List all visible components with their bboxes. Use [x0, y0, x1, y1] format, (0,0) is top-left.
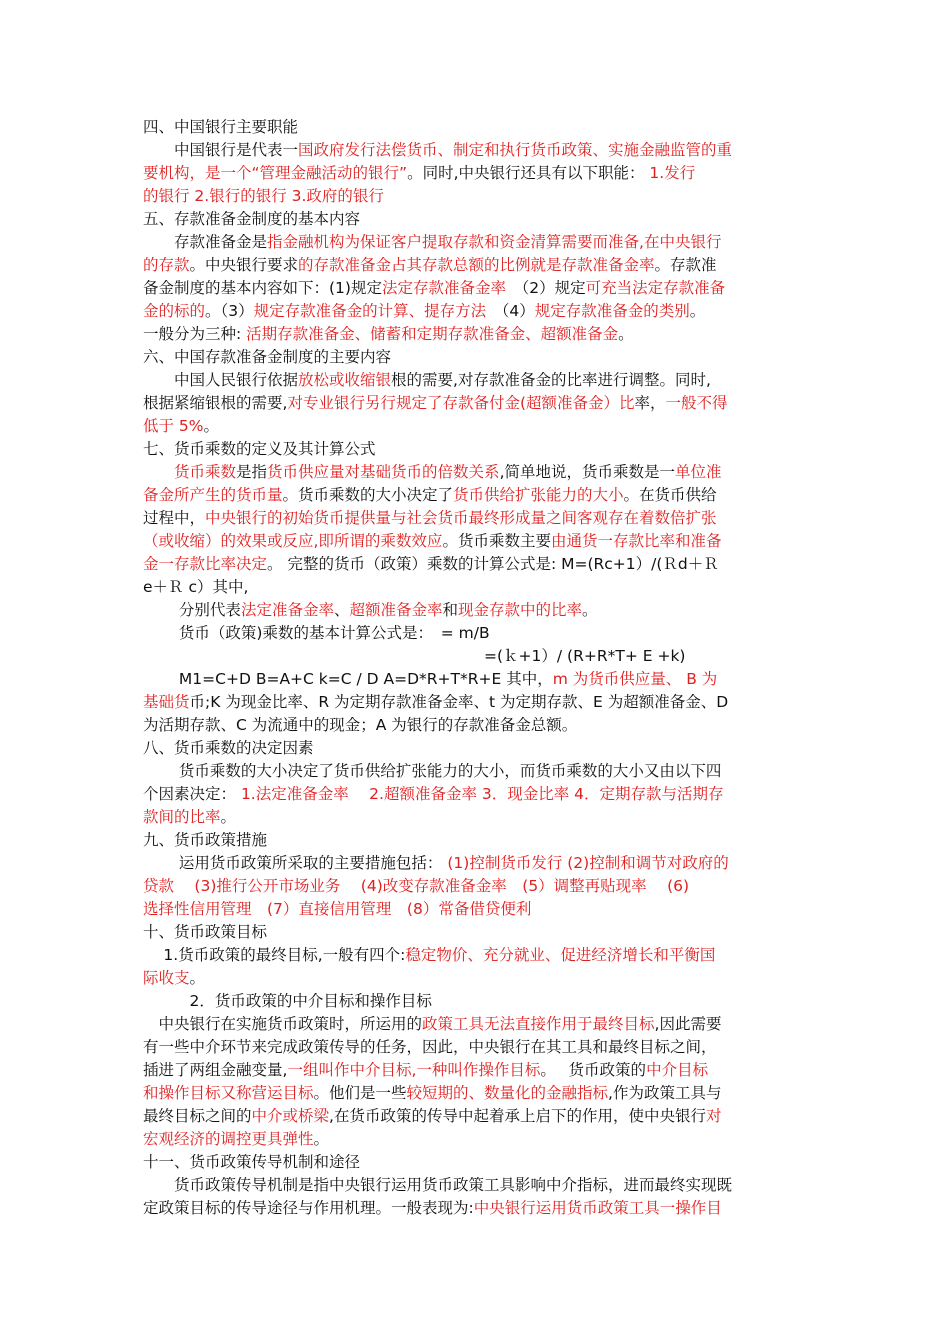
- text-line: [143, 1128, 813, 1151]
- body-text: 。: [313, 1130, 330, 1148]
- body-text: 。中央银行要求: [189, 256, 299, 274]
- body-text: 八、货币乘数的决定因素: [143, 739, 314, 757]
- text-line: [143, 622, 813, 645]
- body-text: 。他们是一些: [313, 1084, 407, 1102]
- emphasized-text: 和操作目标又称营运目标: [143, 1084, 314, 1102]
- text-line: [143, 783, 813, 806]
- body-text: 十、货币政策目标: [143, 923, 268, 941]
- text-line: [143, 944, 813, 967]
- text-line: [143, 369, 813, 392]
- body-text: 备金制度的基本内容如下：(1)规定: [143, 279, 382, 297]
- emphasized-text: 货币乘数: [174, 463, 237, 481]
- body-text: 六、中国存款准备金制度的主要内容: [143, 348, 392, 366]
- emphasized-text: 货币供给扩张能力的大小: [453, 486, 624, 504]
- body-text: 中国银行是代表一: [143, 141, 299, 159]
- text-line: [143, 760, 813, 783]
- emphasized-text: 低于 5%: [143, 417, 204, 435]
- body-text: 币;K 为现金比率、R 为定期存款准备金率、t 为定期存款、E 为超额准备金、D: [189, 693, 729, 711]
- text-line: [143, 484, 813, 507]
- body-text: 。: [203, 417, 220, 435]
- body-text: 、: [333, 601, 350, 619]
- emphasized-text: 金一存款比率决定: [143, 555, 268, 573]
- emphasized-text: 1.法定准备金率 2.超额准备金率 3．现金比率 4．定期存款与活期存: [236, 785, 724, 803]
- body-text: 四、中国银行主要职能: [143, 118, 299, 136]
- body-text: 一般分为三种:: [143, 325, 247, 343]
- body-text: 货币乘数的大小决定了货币供给扩张能力的大小，而货币乘数的大小又由以下四: [143, 762, 722, 780]
- body-text: ,在货币政策的传导中起着承上启下的作用，使中央银行: [329, 1107, 706, 1125]
- text-line: [143, 415, 813, 438]
- text-line: [143, 346, 813, 369]
- emphasized-text: 基础货: [143, 693, 190, 711]
- body-text: 货币（政策)乘数的基本计算公式是： = m/B: [143, 624, 490, 642]
- emphasized-text: 的存款: [143, 256, 190, 274]
- body-text: 分别代表: [143, 601, 241, 619]
- emphasized-text: 金的标的: [143, 302, 206, 320]
- body-text: 。同时,中央银行还具有以下职能：: [407, 164, 645, 182]
- body-text: 。: [220, 808, 237, 826]
- text-line: [143, 300, 813, 323]
- body-text: （2）规定: [505, 279, 586, 297]
- emphasized-text: 的银行 2.银行的银行 3.政府的银行: [143, 187, 384, 205]
- text-line: [143, 875, 813, 898]
- body-text: 。存款准: [654, 256, 717, 274]
- body-text: 根的需要,对存款准备金的比率进行调整。同时,: [391, 371, 711, 389]
- text-line: [143, 185, 813, 208]
- body-text: 个因素决定：: [143, 785, 237, 803]
- text-line: [143, 668, 813, 691]
- emphasized-text: 单位准: [675, 463, 722, 481]
- body-text: 。货币乘数的大小决定了: [282, 486, 454, 504]
- body-text: 1.货币政策的最终目标,一般有四个:: [143, 946, 406, 964]
- emphasized-text: 指金融机构为保证客户提取存款和资金清算需要而准备,在中央银行: [267, 233, 722, 251]
- text-line: [143, 116, 813, 139]
- emphasized-text: 宏观经济的调控更具弹性: [143, 1130, 314, 1148]
- text-line: [143, 323, 813, 346]
- text-line: [143, 1174, 813, 1197]
- emphasized-text: （或收缩）的效果或反应,即所谓的乘数效应: [143, 532, 443, 550]
- text-line: [143, 1082, 813, 1105]
- emphasized-text: 可充当法定存款准备: [585, 279, 726, 297]
- body-text: 和: [442, 601, 458, 619]
- body-text: [143, 463, 174, 481]
- emphasized-text: 稳定物价、充分就业、促进经济增长和平衡国: [405, 946, 716, 964]
- text-line: [143, 208, 813, 231]
- text-line: [143, 277, 813, 300]
- body-text: 运用货币政策所采取的主要措施包括：: [143, 854, 443, 872]
- text-line: [143, 576, 813, 599]
- body-text: 。: [689, 302, 706, 320]
- emphasized-text: 现金存款中的比率: [458, 601, 583, 619]
- emphasized-text: 中央银行的初始货币提供量与社会货币最终形成量之间客观存在着数倍扩张: [205, 509, 717, 527]
- emphasized-text: 中介目标: [646, 1061, 709, 1079]
- body-text: 。 货币政策的: [540, 1061, 647, 1079]
- text-line: [143, 1059, 813, 1082]
- body-text: =(ｋ+1）/ (R+R*T+ E +k): [143, 647, 686, 665]
- text-line: [143, 829, 813, 852]
- text-line: [143, 898, 813, 921]
- emphasized-text: 规定存款准备金的类别: [534, 302, 690, 320]
- text-line: [143, 461, 813, 484]
- text-line: [143, 438, 813, 461]
- body-text: 过程中，: [143, 509, 206, 527]
- body-text: M1=C+D B=A+C k=C / D A=D*R+T*R+E 其中，: [143, 670, 553, 688]
- body-text: 为活期存款、C 为流通中的现金；A 为银行的存款准备金总额。: [143, 716, 578, 734]
- body-text: 。: [582, 601, 598, 619]
- text-line: [143, 967, 813, 990]
- emphasized-text: 国政府发行法偿货币、制定和执行货币政策、实施金融监管的重: [298, 141, 733, 159]
- body-text: 2．货币政策的中介目标和操作目标: [143, 992, 432, 1010]
- text-line: [143, 1105, 813, 1128]
- emphasized-text: 一组叫作中介目标,一种叫作操作目标: [287, 1061, 541, 1079]
- emphasized-text: 中央银行运用货币政策工具一操作目: [473, 1199, 722, 1217]
- body-text: 定政策目标的传导途径与作用机理。一般表现为:: [143, 1199, 474, 1217]
- body-text: 是指: [236, 463, 268, 481]
- text-line: [143, 1013, 813, 1036]
- text-line: [143, 162, 813, 185]
- text-line: [143, 691, 813, 714]
- body-text: ,作为政策工具与: [608, 1084, 722, 1102]
- body-text: ,因此需要: [654, 1015, 722, 1033]
- emphasized-text: 一般不得: [665, 394, 728, 412]
- body-text: 根据紧缩银根的需要,: [143, 394, 288, 412]
- emphasized-text: 规定存款准备金的计算、提存方法: [253, 302, 487, 320]
- text-line: [143, 921, 813, 944]
- text-line: [143, 139, 813, 162]
- body-text: 率，: [634, 394, 666, 412]
- body-text: 五、存款准备金制度的基本内容: [143, 210, 361, 228]
- text-line: [143, 1036, 813, 1059]
- body-text: 有一些中介环节来完成政策传导的任务，因此，中央银行在其工具和最终目标之间，: [143, 1038, 717, 1056]
- body-text: 。: [618, 325, 634, 343]
- body-text: 。在货币供给: [623, 486, 717, 504]
- body-text: ,简单地说，货币乘数是一: [499, 463, 675, 481]
- emphasized-text: 1.发行: [644, 164, 696, 182]
- body-text: 。: [189, 969, 206, 987]
- emphasized-text: 货币供应量对基础货币的倍数关系: [267, 463, 500, 481]
- emphasized-text: 要机构，是一个“管理金融活动的银行”: [143, 164, 408, 182]
- emphasized-text: 超额准备金率: [349, 601, 443, 619]
- emphasized-text: 法定存款准备金率: [381, 279, 506, 297]
- emphasized-text: 备金所产生的货币量: [143, 486, 283, 504]
- text-line: [143, 507, 813, 530]
- text-line: [143, 806, 813, 829]
- text-line: [143, 645, 813, 668]
- body-text: e＋Ｒ c）其中,: [143, 578, 249, 596]
- text-line: [143, 254, 813, 277]
- body-text: 。货币乘数主要: [442, 532, 551, 550]
- text-line: [143, 852, 813, 875]
- text-line: [143, 599, 813, 622]
- body-text: 十一、货币政策传导机制和途径: [143, 1153, 361, 1171]
- emphasized-text: 活期存款准备金、储蓄和定期存款准备金、超额准备金: [246, 325, 619, 343]
- emphasized-text: 款间的比率: [143, 808, 221, 826]
- text-line: [143, 530, 813, 553]
- text-line: [143, 990, 813, 1013]
- body-text: 最终目标之间的: [143, 1107, 252, 1125]
- body-text: （4）: [486, 302, 535, 320]
- emphasized-text: m 为货币供应量、 B 为: [552, 670, 718, 688]
- text-line: [143, 231, 813, 254]
- emphasized-text: 较短期的、数量化的金融指标: [406, 1084, 609, 1102]
- body-text: 中央银行在实施货币政策时，所运用的: [143, 1015, 423, 1033]
- emphasized-text: (1)控制货币发行 (2)控制和调节对政府的: [442, 854, 729, 872]
- text-line: [143, 1151, 813, 1174]
- body-text: 存款准备金是: [143, 233, 268, 251]
- emphasized-text: 法定准备金率: [240, 601, 334, 619]
- emphasized-text: 际收支: [143, 969, 190, 987]
- body-text: 插进了两组金融变量,: [143, 1061, 288, 1079]
- body-text: 。 完整的货币（政策）乘数的计算公式是: M=(Rc+1）/(Ｒd＋Ｒ: [267, 555, 719, 573]
- emphasized-text: 对专业银行另行规定了存款备付金(超额准备金）比: [287, 394, 635, 412]
- text-line: [143, 737, 813, 760]
- text-line: [143, 553, 813, 576]
- emphasized-text: 由通货一存款比率和准备: [550, 532, 722, 550]
- emphasized-text: 对: [705, 1107, 722, 1125]
- text-line: [143, 714, 813, 737]
- emphasized-text: 的存款准备金占其存款总额的比例就是存款准备金率: [298, 256, 655, 274]
- body-text: 九、货币政策措施: [143, 831, 268, 849]
- body-text: 中国人民银行依据: [143, 371, 299, 389]
- text-line: [143, 392, 813, 415]
- emphasized-text: 贷款 (3)推行公开市场业务 (4)改变存款准备金率 (5）调整再贴现率 (6): [143, 877, 690, 895]
- emphasized-text: 政策工具无法直接作用于最终目标: [422, 1015, 655, 1033]
- emphasized-text: 选择性信用管理 (7）直接信用管理 (8）常备借贷便利: [143, 900, 532, 918]
- body-text: 货币政策传导机制是指中央银行运用货币政策工具影响中介指标，进而最终实现既: [143, 1176, 733, 1194]
- body-text: 。（3）: [205, 302, 254, 320]
- text-line: [143, 1197, 813, 1220]
- body-text: 七、货币乘数的定义及其计算公式: [143, 440, 376, 458]
- emphasized-text: 放松或收缩银: [298, 371, 392, 389]
- emphasized-text: 中介或桥梁: [251, 1107, 330, 1125]
